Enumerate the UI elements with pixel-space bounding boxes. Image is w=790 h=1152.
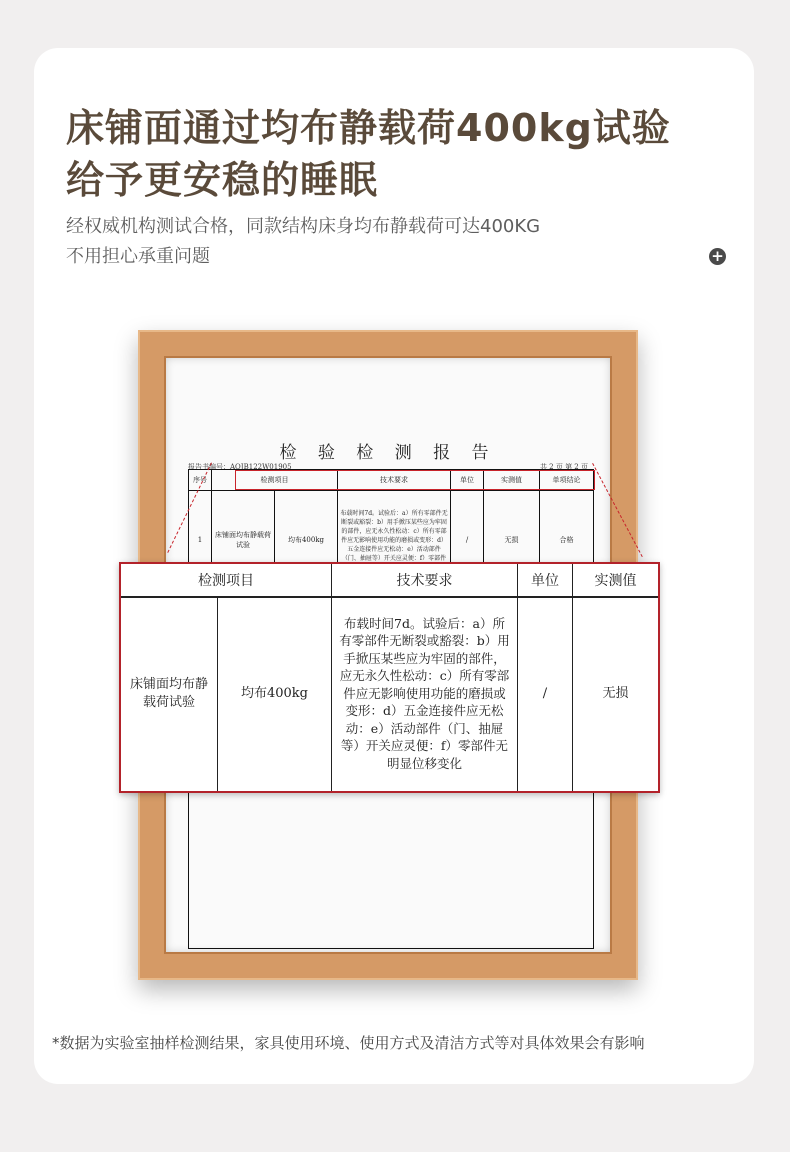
plus-circle-icon[interactable]: + [709, 248, 726, 265]
zoom-row-condition: 均布400kg [218, 596, 332, 791]
zoom-col-item: 检测项目 [121, 564, 332, 596]
report-col-item: 检测项目 [212, 470, 338, 490]
headline-line-2: 给予更安稳的睡眠 [66, 158, 379, 202]
zoom-col-measured: 实测值 [594, 573, 637, 589]
headline [66, 102, 671, 206]
zoom-row-unit: / [518, 596, 573, 791]
report-col-requirement: 技术要求 [338, 470, 451, 490]
zoomed-table-row [121, 596, 658, 791]
zoom-col-unit: 单位 [518, 564, 573, 596]
report-row-requirement: 布载时间7d。试验后：a）所有零部件无断裂或豁裂：b）用手掀压某些应为牢固的部件，应无永久性松动：c）所有零部件应无影响使用功能的磨损或变形：d）五金连接件应无松动：e）活动部件（门、抽屉等）开关应灵便：f）零部件 [338, 490, 451, 590]
zoom-row-measured: 无损 [602, 685, 629, 701]
zoomed-table-header [121, 564, 658, 598]
report-col-measured: 实测值 [484, 470, 540, 490]
footnote: *数据为实验室抽样检测结果，家具使用环境、使用方式及清洁方式等对具体效果会有影响 [52, 1034, 645, 1052]
subtitle-line-2: 不用担心承重问题 [66, 246, 210, 267]
report-title: 检 验 检 测 报 告 [279, 443, 497, 463]
report-row-unit: / [451, 490, 484, 590]
highlight-selection [235, 470, 595, 490]
zoom-row-item: 床铺面均布静载荷试验 [121, 596, 218, 791]
report-row-condition: 均布400kg [275, 490, 338, 590]
subtitle [66, 212, 540, 272]
report-col-index: 序号 [189, 470, 212, 490]
headline-line-1: 床铺面通过均布静载荷400kg试验 [66, 106, 671, 150]
subtitle-line-1: 经权威机构测试合格，同款结构床身均布静载荷可达400KG [66, 216, 541, 237]
report-row-conclusion: 合格 [559, 536, 574, 544]
report-number: 报告书编号：AQJB122W01905 [188, 463, 292, 471]
zoomed-table [119, 562, 660, 793]
report-row-item: 床铺面均布静载荷试验 [212, 490, 275, 590]
report-col-conclusion: 单项结论 [552, 476, 581, 484]
zoom-col-requirement: 技术要求 [332, 564, 518, 596]
report-page-info: 共 2 页 第 2 页 [539, 463, 588, 471]
report-row-index: 1 [189, 490, 212, 590]
report-col-unit: 单位 [451, 470, 484, 490]
zoom-row-requirement: 布载时间7d。试验后：a）所有零部件无断裂或豁裂：b）用手掀压某些应为牢固的部件，应无永久性松动：c）所有零部件应无影响使用功能的磨损或变形：d）五金连接件应无松动：e）活动部件（门、抽屉等）开关应灵便：f）零部件无明显位移变化 [332, 596, 518, 791]
report-row-measured: 无损 [484, 490, 540, 590]
